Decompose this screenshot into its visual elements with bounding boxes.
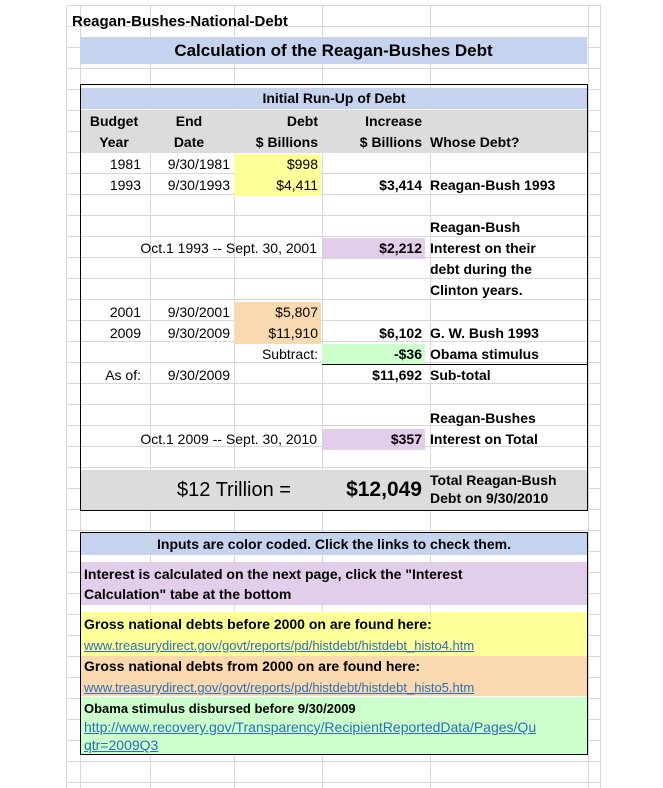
year-2001: 2001 [109, 304, 141, 320]
col-date-h2: Date [173, 134, 205, 150]
interest2-line2: Interest on Total [430, 431, 538, 447]
col-whose-h: Whose Debt? [430, 134, 520, 150]
col-debt-h2: $ Billions [255, 134, 318, 150]
year-1993: 1993 [109, 177, 141, 193]
link-histo4[interactable]: www.treasurydirect.gov/govt/reports/pd/histdebt/histdebt_histo4.htm [84, 638, 475, 653]
debt-1981: $998 [234, 154, 321, 175]
whose-2009: G. W. Bush 1993 [430, 325, 539, 341]
gross-after-label: Gross national debts from 2000 on are found here: [84, 658, 421, 674]
subtotal-label: Sub-total [430, 367, 491, 383]
interest2-period: Oct.1 2009 -- Sept. 30, 2010 [140, 431, 317, 447]
interest2-line1: Reagan-Bushes [430, 410, 536, 426]
asof-date: 9/30/2009 [167, 367, 230, 383]
date-1981: 9/30/1981 [167, 156, 230, 172]
subtract-amount: -$36 [322, 344, 425, 365]
interest1-line2: Interest on their [430, 240, 536, 256]
subtract-whose: Obama stimulus [430, 346, 539, 362]
date-1993: 9/30/1993 [167, 177, 230, 193]
subtotal-amount: $11,692 [372, 367, 422, 383]
interest-note-2: Calculation" tabe at the bottom [84, 586, 292, 602]
notes-header: Inputs are color coded. Click the links to check them. [81, 533, 587, 555]
debt-2009: $11,910 [234, 323, 321, 344]
interest1-line4: Clinton years. [430, 282, 523, 298]
total-amount: $12,049 [346, 478, 422, 501]
link-recovery-2[interactable]: qtr=2009Q3 [84, 737, 159, 753]
interest1-line3: debt during the [430, 261, 532, 277]
debt-2001: $5,807 [234, 302, 321, 323]
col-increase-h1: Increase [365, 113, 422, 129]
interest-note-1: Interest is calculated on the next page, click the "Interest [84, 566, 463, 582]
link-histo5[interactable]: www.treasurydirect.gov/govt/reports/pd/histdebt/histdebt_histo5.htm [84, 680, 475, 695]
date-2001: 9/30/2001 [167, 304, 230, 320]
col-increase-h2: $ Billions [359, 134, 422, 150]
whose-1993: Reagan-Bush 1993 [430, 177, 556, 193]
year-1981: 1981 [109, 156, 141, 172]
link-recovery-1[interactable]: http://www.recovery.gov/Transparency/RecipientReportedData/Pages/Qu [84, 719, 537, 735]
gross-before-label: Gross national debts before 2000 on are found here: [84, 616, 432, 632]
interest1-line1: Reagan-Bush [430, 219, 521, 235]
increase-2009: $6,102 [379, 325, 422, 341]
sheet-title: Reagan-Bushes-National-Debt [72, 13, 288, 30]
increase-1993: $3,414 [379, 177, 422, 193]
section-title: Initial Run-Up of Debt [81, 88, 587, 109]
year-2009: 2009 [109, 325, 141, 341]
col-year-h1: Budget [89, 113, 139, 129]
obama-label: Obama stimulus disbursed before 9/30/2009 [84, 701, 356, 716]
col-year-h2: Year [99, 134, 129, 150]
interest2-amount: $357 [322, 429, 425, 450]
interest1-period: Oct.1 1993 -- Sept. 30, 2001 [140, 240, 317, 256]
page-title: Calculation of the Reagan-Bushes Debt [80, 37, 587, 64]
interest1-amount: $2,212 [322, 238, 425, 259]
date-2009: 9/30/2009 [167, 325, 230, 341]
debt-1993: $4,411 [234, 175, 321, 196]
col-date-h1: End [175, 113, 203, 129]
asof-label: As of: [105, 367, 141, 383]
col-debt-h1: Debt [286, 113, 318, 129]
total-trillion: $12 Trillion = [177, 479, 291, 501]
total-label-1: Total Reagan-Bush [430, 472, 557, 488]
total-label-2: Debt on 9/30/2010 [430, 490, 549, 506]
subtract-label: Subtract: [261, 346, 318, 362]
